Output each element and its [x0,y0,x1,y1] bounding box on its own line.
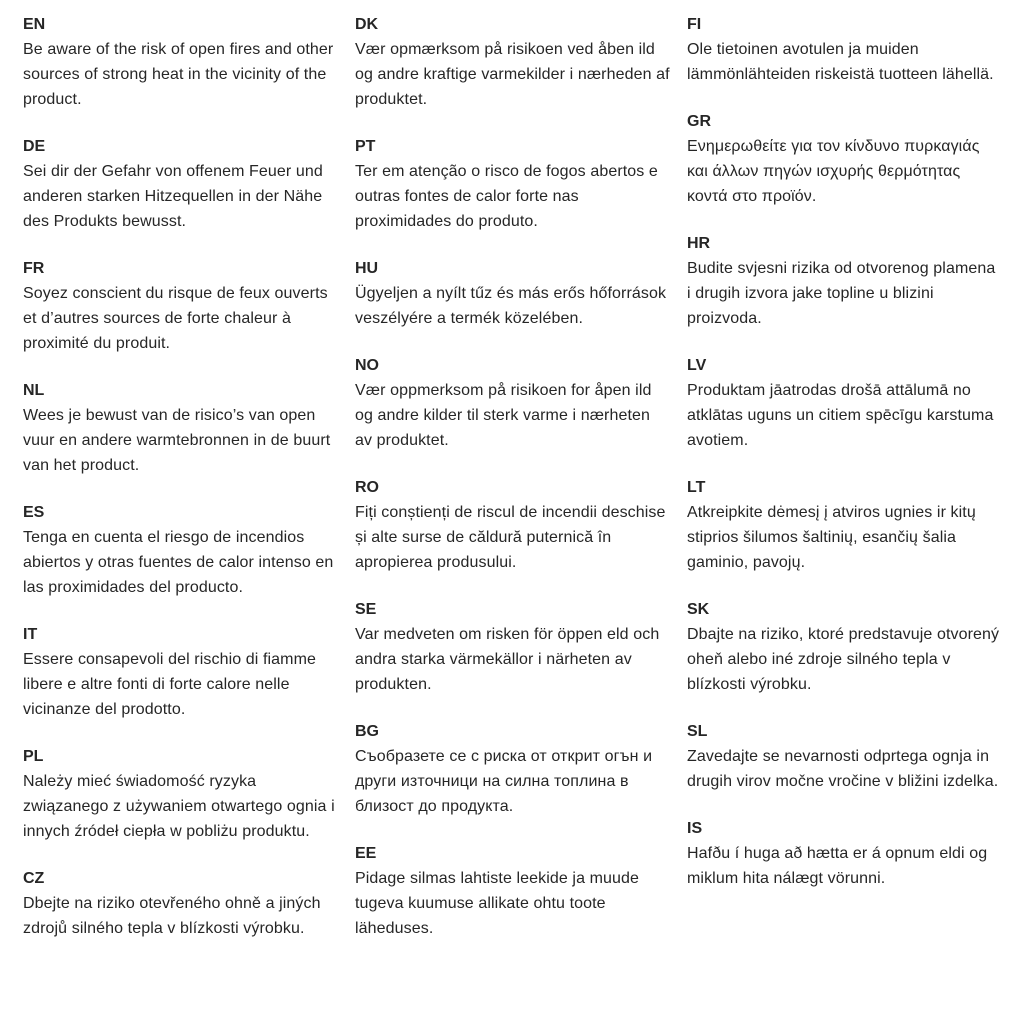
language-code-bg: BG [355,723,379,740]
warning-entry-cz [23,866,339,941]
warning-text-no: Vær oppmerksom på risikoen for åpen ild og andre kilder til sterk varme i nærheten av produktet. [355,382,652,449]
language-code-es: ES [23,504,45,521]
language-code-pl: PL [23,748,44,765]
column-2 [355,12,671,963]
warning-text-it: Essere consapevoli del rischio di fiamme libere e altre fonti di forte calore nelle vicinanze del prodotto. [23,651,317,718]
language-code-ro: RO [355,479,379,496]
warning-text-ee: Pidage silmas lahtiste leekide ja muude tugeva kuumuse allikate ohtu toote läheduses. [355,870,640,937]
language-code-sk: SK [687,601,710,618]
warning-text-hu: Ügyeljen a nyílt tűz és más erős hőforrások veszélyére a termék közelében. [355,285,667,327]
warning-text-de: Sei dir der Gefahr von offenem Feuer und anderen starken Hitzequellen in der Nähe des Produkts bewusst. [23,163,323,230]
warning-entry-ee [355,841,671,941]
warning-text-lv: Produktam jāatrodas drošā attālumā no atklātas uguns un citiem spēcīgu karstuma avotiem. [687,382,994,449]
warning-entry-gr [687,109,1003,209]
language-code-cz: CZ [23,870,45,887]
language-code-se: SE [355,601,377,618]
language-code-lv: LV [687,357,707,374]
warning-text-pt: Ter em atenção o risco de fogos abertos e outras fontes de calor forte nas proximidades do produto. [355,163,658,230]
warning-text-cz: Dbejte na riziko otevřeného ohně a jiných zdrojů silného tepla v blízkosti výrobku. [23,895,321,937]
warning-entry-fi [687,12,1003,87]
warning-text-hr: Budite svjesni rizika od otvorenog plamena i drugih izvora jake topline u blizini proizvoda. [687,260,996,327]
warning-text-fi: Ole tietoinen avotulen ja muiden lämmönlähteiden riskeistä tuotteen lähellä. [687,41,994,83]
warning-entry-pt [355,134,671,234]
warning-entry-de [23,134,339,234]
language-columns [23,12,1012,963]
warning-entry-se [355,597,671,697]
language-code-sl: SL [687,723,708,740]
warning-entry-it [23,622,339,722]
warning-entry-en [23,12,339,112]
language-code-hu: HU [355,260,379,277]
warning-entry-es [23,500,339,600]
warning-entry-lt [687,475,1003,575]
warning-entry-dk [355,12,671,112]
warning-text-lt: Atkreipkite dėmesį į atviros ugnies ir kitų stiprios šilumos šaltinių, esančių šalia gaminio, pavojų. [687,504,976,571]
language-code-pt: PT [355,138,376,155]
warning-entry-hu [355,256,671,331]
language-code-it: IT [23,626,38,643]
warning-text-bg: Съобразете се с риска от открит огън и други източници на силна топлина в близост до продукта. [355,748,653,815]
warning-text-se: Var medveten om risken för öppen eld och andra starka värmekällor i närheten av produkten. [355,626,660,693]
language-code-lt: LT [687,479,706,496]
warning-text-gr: Ενημερωθείτε για τον κίνδυνο πυρκαγιάς και άλλων πηγών ισχυρής θερμότητας κοντά στο προϊόν. [687,138,980,205]
warning-text-sl: Zavedajte se nevarnosti odprtega ognja in drugih virov močne vročine v bližini izdelka. [687,748,999,790]
warning-entry-bg [355,719,671,819]
warning-entry-sk [687,597,1003,697]
language-code-nl: NL [23,382,45,399]
warning-text-dk: Vær opmærksom på risikoen ved åben ild og andre kraftige varmekilder i nærheden af produktet. [355,41,670,108]
column-3 [687,12,1003,913]
warning-text-en: Be aware of the risk of open fires and other sources of strong heat in the vicinity of the product. [23,41,334,108]
language-code-fr: FR [23,260,45,277]
warning-entry-nl [23,378,339,478]
warning-text-pl: Należy mieć świadomość ryzyka związanego z używaniem otwartego ognia i innych źródeł ciepła w pobliżu produktu. [23,773,335,840]
warning-entry-is [687,816,1003,891]
language-code-gr: GR [687,113,711,130]
warning-text-is: Hafðu í huga að hætta er á opnum eldi og miklum hita nálægt vörunni. [687,845,988,887]
language-code-is: IS [687,820,703,837]
warning-entry-fr [23,256,339,356]
column-1 [23,12,339,963]
language-code-hr: HR [687,235,711,252]
language-code-ee: EE [355,845,377,862]
warning-entry-no [355,353,671,453]
warning-text-sk: Dbajte na riziko, ktoré predstavuje otvorený oheň alebo iné zdroje silného tepla v blízkosti výrobku. [687,626,1000,693]
language-code-no: NO [355,357,379,374]
language-code-dk: DK [355,16,379,33]
warning-entry-lv [687,353,1003,453]
warning-text-fr: Soyez conscient du risque de feux ouverts et d’autres sources de forte chaleur à proximité du produit. [23,285,328,352]
warning-entry-hr [687,231,1003,331]
warning-entry-ro [355,475,671,575]
language-code-fi: FI [687,16,702,33]
warning-entry-pl [23,744,339,844]
language-code-en: EN [23,16,46,33]
warning-text-nl: Wees je bewust van de risico’s van open vuur en andere warmtebronnen in de buurt van het product. [23,407,331,474]
language-code-de: DE [23,138,46,155]
warning-text-ro: Fiți conștienți de riscul de incendii deschise și alte surse de căldură puternică în apropierea produsului. [355,504,666,571]
warning-entry-sl [687,719,1003,794]
warning-text-es: Tenga en cuenta el riesgo de incendios abiertos y otras fuentes de calor intenso en las proximidades del producto. [23,529,334,596]
